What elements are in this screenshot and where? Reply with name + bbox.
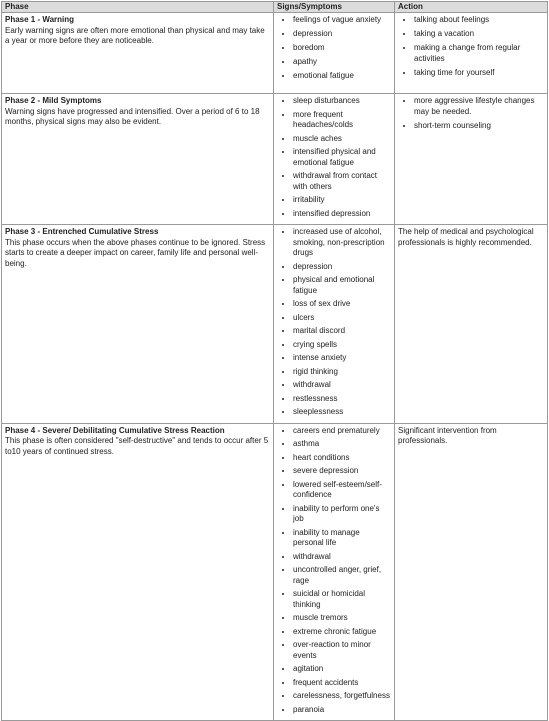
symptoms-list: [277, 96, 391, 219]
list-item: • muscle aches: [293, 134, 391, 145]
list-item: • paranoia: [293, 705, 391, 716]
action-text: The help of medical and psychological professionals is highly recommended.: [398, 227, 534, 247]
list-item: • feelings of vague anxiety: [293, 15, 391, 26]
phase-description: Warning signs have progressed and intensified. Over a period of 6 to 18 months, physical signs may also be evident.: [5, 106, 260, 126]
list-item: • withdrawal: [293, 552, 391, 563]
list-item: • intensified depression: [293, 209, 391, 220]
table-row-phase-1: [2, 13, 548, 94]
phase-title: Phase 1 - Warning: [5, 15, 75, 24]
list-item: • intensified physical and emotional fatigue: [293, 147, 391, 168]
action-cell: [395, 423, 548, 721]
action-cell: [395, 94, 548, 225]
phase-description: This phase is often considered "self-destructive" and tends to occur after 5 to10 years of continued stress.: [5, 436, 269, 456]
phase-title: Phase 3 - Entrenched Cumulative Stress: [5, 227, 159, 236]
list-item: • making a change from regular activities: [414, 43, 544, 64]
symptoms-cell: [274, 225, 395, 424]
table-row-phase-3: [2, 225, 548, 424]
list-item: • more aggressive lifestyle changes may be needed.: [414, 96, 544, 117]
list-item: • withdrawal: [293, 380, 391, 391]
stress-phases-table: [1, 1, 548, 721]
list-item: • marital discord: [293, 326, 391, 337]
list-item: • extreme chronic fatigue: [293, 627, 391, 638]
action-cell: [395, 225, 548, 424]
actions-list: [398, 15, 544, 78]
list-item: • intense anxiety: [293, 353, 391, 364]
symptoms-cell: [274, 94, 395, 225]
list-item: • taking a vacation: [414, 29, 544, 40]
action-cell: [395, 13, 548, 94]
list-item: • asthma: [293, 439, 391, 450]
list-item: • sleeplessness: [293, 407, 391, 418]
phase-cell: [2, 423, 274, 721]
list-item: • talking about feelings: [414, 15, 544, 26]
action-column-header: Action: [395, 2, 548, 13]
phase-cell: [2, 13, 274, 94]
symptoms-cell: [274, 423, 395, 721]
list-item: • frequent accidents: [293, 678, 391, 689]
phase-column-header: Phase: [2, 2, 274, 13]
symptoms-list: [277, 15, 391, 82]
phase-title: Phase 4 - Severe/ Debilitating Cumulative Stress Reaction: [5, 425, 225, 435]
list-item: • uncontrolled anger, grief, rage: [293, 565, 391, 586]
phase-title: Phase 2 - Mild Symptoms: [5, 96, 102, 105]
list-item: • sleep disturbances: [293, 96, 391, 107]
list-item: • restlessness: [293, 394, 391, 405]
table-row-phase-4: [2, 423, 548, 721]
list-item: • emotional fatigue: [293, 71, 391, 82]
list-item: • heart conditions: [293, 453, 391, 464]
phase-cell: [2, 225, 274, 424]
table-header-row: [2, 2, 548, 13]
list-item: • short-term counseling: [414, 121, 544, 132]
list-item: • depression: [293, 262, 391, 273]
list-item: • severe depression: [293, 466, 391, 477]
list-item: • loss of sex drive: [293, 299, 391, 310]
phase-cell: [2, 94, 274, 225]
list-item: • withdrawal from contact with others: [293, 171, 391, 192]
list-item: • more frequent headaches/colds: [293, 110, 391, 131]
symptoms-list: [277, 227, 391, 418]
list-item: • inability to perform one's job: [293, 504, 391, 525]
action-text: Significant intervention from professionals.: [398, 425, 497, 445]
signs-symptoms-column-header: Signs/Symptoms: [274, 2, 395, 13]
list-item: • careers end prematurely: [293, 426, 391, 437]
symptoms-list: [277, 426, 391, 716]
list-item: • taking time for yourself: [414, 68, 544, 79]
list-item: • physical and emotional fatigue: [293, 275, 391, 296]
actions-list: [398, 96, 544, 131]
list-item: • depression: [293, 29, 391, 40]
phase-description: This phase occurs when the above phases continue to be ignored. Stress starts to create a deeper impact on career, family life and personal well-being.: [5, 237, 266, 268]
list-item: • irritability: [293, 195, 391, 206]
list-item: • apathy: [293, 57, 391, 68]
phase-description: Early warning signs are often more emotional than physical and may take a year or more before they are noticeable.: [5, 25, 265, 45]
list-item: • agitation: [293, 664, 391, 675]
list-item: • suicidal or homicidal thinking: [293, 589, 391, 610]
list-item: • crying spells: [293, 340, 391, 351]
symptoms-cell: [274, 13, 395, 94]
list-item: • ulcers: [293, 313, 391, 324]
list-item: • rigid thinking: [293, 367, 391, 378]
list-item: • carelessness, forgetfulness: [293, 691, 391, 702]
table-row-phase-2: [2, 94, 548, 225]
list-item: • increased use of alcohol, smoking, non-prescription drugs: [293, 227, 391, 259]
list-item: • over-reaction to minor events: [293, 640, 391, 661]
list-item: • lowered self-esteem/self-confidence: [293, 480, 391, 501]
list-item: • boredom: [293, 43, 391, 54]
list-item: • muscle tremors: [293, 613, 391, 624]
list-item: • inability to manage personal life: [293, 528, 391, 549]
